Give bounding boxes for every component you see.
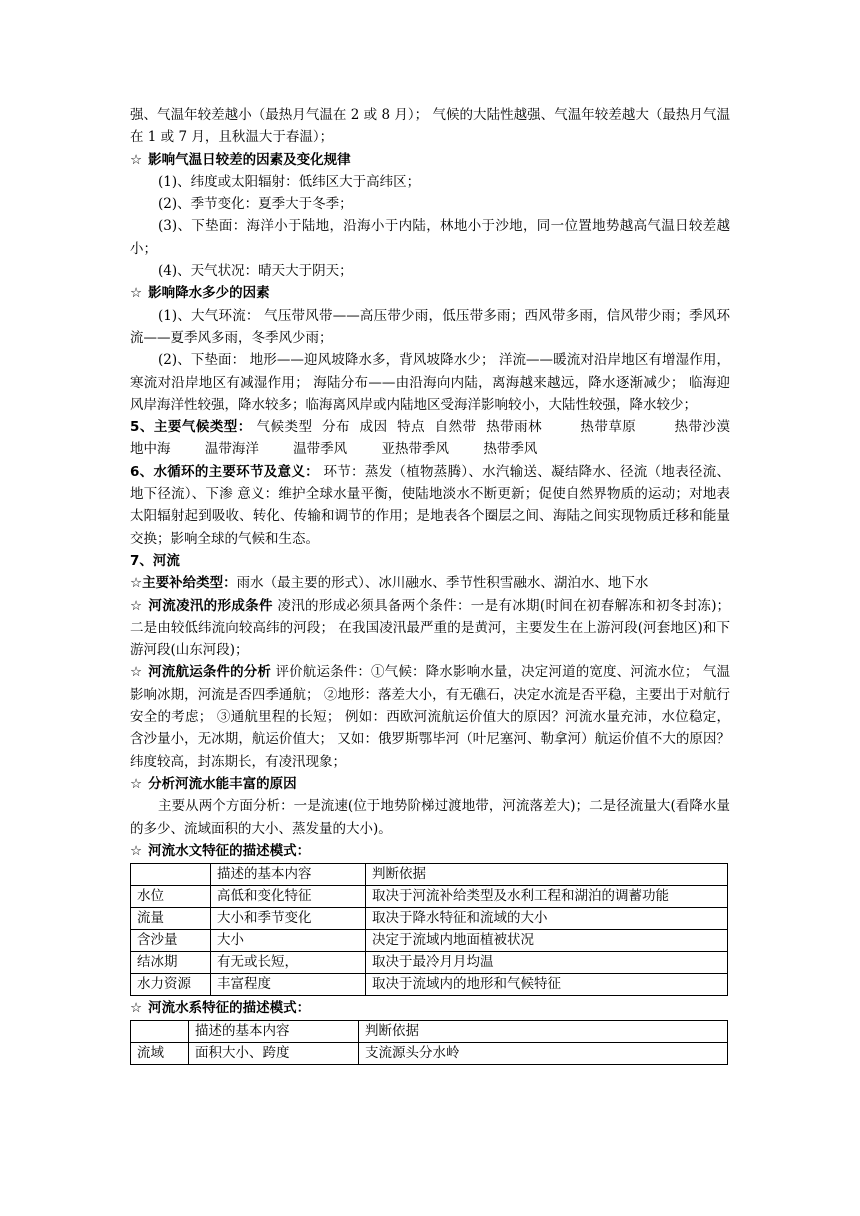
table-cell: 大小 [211, 930, 366, 952]
table-cell: 取决于流域内的地形和气候特征 [366, 974, 728, 996]
table-cell: 判断依据 [366, 864, 728, 886]
table-cell: 描述的基本内容 [211, 864, 366, 886]
table-cell: 高低和变化特征 [211, 886, 366, 908]
table-cell: 水力资源 [131, 974, 211, 996]
section-heading: ☆ 影响气温日较差的因素及变化规律 [130, 151, 351, 168]
table-row [131, 974, 728, 996]
table-row [131, 952, 728, 974]
section-heading: ☆ 河流水系特征的描述模式： [130, 1000, 311, 1017]
table-cell: 流量 [131, 908, 211, 930]
section-heading: 6、水循环的主要环节及意义： [130, 463, 319, 480]
paragraph: (3)、下垫面：海洋小于陆地，沿海小于内陆，林地小于沙地，同一位置地势越高气温日较差越小； [130, 218, 730, 257]
section-heading: 河流凌汛的形成条件 [148, 597, 273, 614]
paragraph: ☆主要补给类型：雨水（最主要的形式）、冰川融水、季节性积雪融水、湖泊水、地下水 [130, 575, 649, 592]
section-heading: ☆ 河流水文特征的描述模式： [130, 842, 311, 859]
paragraph: 强、气温年较差越小（最热月气温在 2 或 8 月）； 气候的大陆性越强、气温年较差越大（最热月气温在 1 或 7 月，且秋温大于春温）； [130, 107, 730, 146]
table-cell: 结冰期 [131, 952, 211, 974]
table-cell: 有无或长短， [211, 952, 366, 974]
section-heading: ☆主要补给类型： [130, 575, 237, 592]
paragraph: ☆ 河流凌汛的形成条件 凌汛的形成必须具备两个条件：一是有冰期(时间在初春解冻和初冬封冻)； 二是由较低纬流向较高纬的河段； 在我国凌汛最严重的是黄河，主要发生在上游河段(河套地区)和下游河段(山东河段)； [130, 597, 730, 659]
table-row [131, 1043, 728, 1065]
table-cell: 丰富程度 [211, 974, 366, 996]
paragraph: ☆ 河流航运条件的分析 评价航运条件：①气候：降水影响水量，决定河道的宽度、河流水位； 气温影响冰期，河流是否四季通航； ②地形：落差大小，有无礁石，决定水流是否平稳，主要出于对航行安全的考虑； ③通航里程的长短； 例如：西欧河流航运价值大的原因？河流水量充沛，水位稳定，含沙量小，无冰期，航运价值大； 又如：俄罗斯鄂毕河（叶尼塞河、勒拿河）航运价值不大的原因？ 纬度较高，封冻期长，有凌汛现象； [130, 664, 730, 770]
table-row [131, 930, 728, 952]
table-cell: 描述的基本内容 [189, 1021, 359, 1043]
table-cell: 大小和季节变化 [211, 908, 366, 930]
table-row [131, 886, 728, 908]
table-cell: 取决于降水特征和流域的大小 [366, 908, 728, 930]
paragraph: (2)、下垫面： 地形——迎风坡降水多，背风坡降水少； 洋流——暖流对沿岸地区有增湿作用，寒流对沿岸地区有减湿作用； 海陆分布——由沿海向内陆，离海越来越远，降水逐渐减少； 临海迎风岸海洋性较强，降水较多；临海离风岸或内陆地区受海洋影响较小，大陆性较强，降水较少； [130, 352, 730, 413]
star-icon: ☆ [130, 597, 143, 614]
section-heading: ☆ 分析河流水能丰富的原因 [130, 775, 297, 792]
table-cell: 含沙量 [131, 930, 211, 952]
star-icon: ☆ [130, 775, 143, 792]
table-cell: 取决于最冷月月均温 [366, 952, 728, 974]
table-cell [131, 1021, 189, 1043]
table-cell: 流域 [131, 1043, 189, 1065]
river-system-table [130, 1020, 728, 1065]
star-icon: ☆ [130, 1000, 143, 1017]
paragraph: 5、主要气候类型： 气候类型 分布 成因 特点 自然带 热带雨林 热带草原 热带沙漠 地中海 温带海洋 温带季风 亚热带季风 热带季风 [130, 419, 765, 458]
paragraph: (1)、纬度或太阳辐射：低纬区大于高纬区； [158, 173, 421, 190]
table-row [131, 908, 728, 930]
paragraph: (1)、大气环流： 气压带风带——高压带少雨，低压带多雨；西风带多雨，信风带少雨；季风环流——夏季风多雨，冬季风少雨； [130, 307, 730, 346]
table-header-row [131, 864, 728, 886]
star-icon: ☆ [130, 151, 143, 168]
paragraph: (2)、季节变化：夏季大于冬季； [158, 196, 353, 213]
paragraph: (4)、天气状况：晴天大于阴天； [158, 263, 353, 280]
section-heading: ☆ 影响降水多少的因素 [130, 285, 270, 302]
section-heading: 河流航运条件的分析 [148, 664, 272, 681]
star-icon: ☆ [130, 285, 143, 302]
star-icon: ☆ [130, 842, 143, 859]
paragraph: 主要从两个方面分析：一是流速(位于地势阶梯过渡地带，河流落差大)；二是径流量大(看降水量的多少、流域面积的大小、蒸发量的大小)。 [130, 798, 730, 837]
table-cell: 面积大小、跨度 [189, 1043, 359, 1065]
star-icon: ☆ [130, 664, 143, 681]
table-cell: 取决于河流补给类型及水利工程和湖泊的调蓄功能 [366, 886, 728, 908]
table-cell: 决定于流域内地面植被状况 [366, 930, 728, 952]
table-cell: 水位 [131, 886, 211, 908]
section-heading: 7、河流 [130, 552, 180, 569]
section-heading: 5、主要气候类型： [130, 419, 252, 436]
paragraph: 6、水循环的主要环节及意义： 环节：蒸发（植物蒸腾）、水汽输送、凝结降水、径流（地表径流、地下径流）、下渗 意义：维护全球水量平衡，使陆地淡水不断更新；促使自然界物质的运动；对地表太阳辐射起到吸收、转化、传输和调节的作用；是地表各个圈层之间、海陆之间实现物质迁移和能量交换；影响全球的气候和生态。 [130, 463, 730, 547]
table-cell: 支流源头分水岭 [359, 1043, 728, 1065]
document-page [130, 104, 765, 1065]
table-cell: 判断依据 [359, 1021, 728, 1043]
hydrology-table [130, 863, 728, 996]
table-cell [131, 864, 211, 886]
table-header-row [131, 1021, 728, 1043]
